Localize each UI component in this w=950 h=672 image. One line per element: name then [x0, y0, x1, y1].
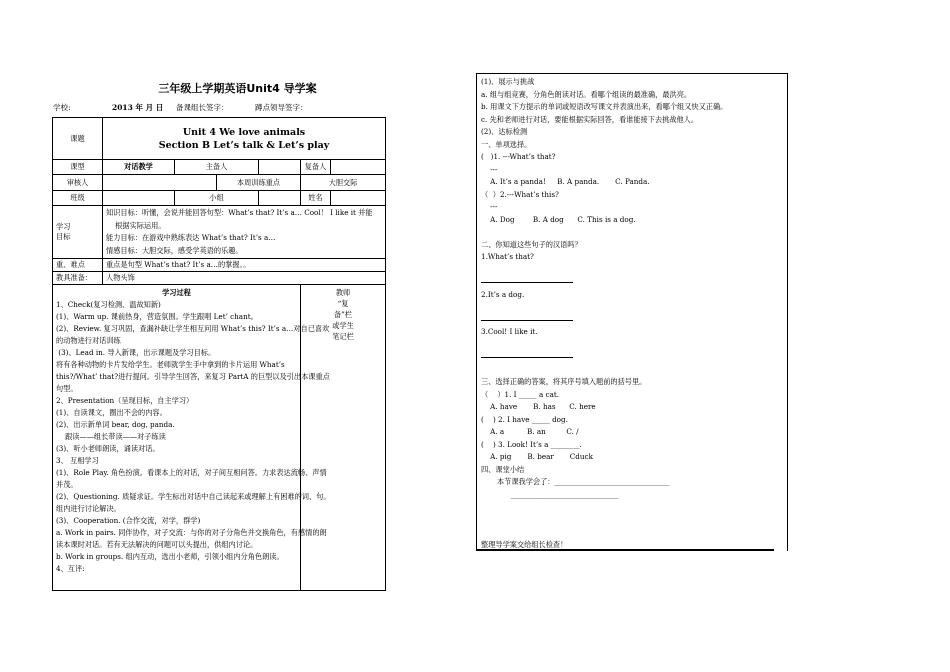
goal-line: 能力目标：在游戏中熟练表达 What’s that? It’s a… — [106, 233, 276, 242]
text-line — [481, 514, 781, 527]
reviewer-value — [103, 175, 217, 191]
text-line: 笔记栏 — [332, 332, 354, 341]
text-line: （ ）1. I _____ a cat. — [481, 389, 560, 399]
text-line: 3、 互相学习 — [56, 456, 99, 465]
text-line: “复 — [337, 299, 349, 308]
goals-label-1: 学习 — [56, 222, 71, 231]
type-label: 课型 — [53, 160, 103, 175]
prep-leader-sign: 备课组长签字： — [176, 103, 229, 112]
text-line: 或学生 — [332, 321, 354, 330]
tools-label: 教具准备： — [53, 272, 103, 285]
text-line: (3)、听小老师朗读，诵读对话。 — [56, 444, 160, 453]
text-line: (3)、Lead in. 导入新课，出示课题及学习目标。 — [56, 348, 216, 357]
reviewer-label: 审核人 — [53, 175, 103, 191]
name-label: 姓名 — [301, 191, 331, 206]
text-line: c. 先和老师进行对话，要能根据实际回答，看谁能接下去挑战他人。 — [481, 114, 699, 124]
date-text: 2013 年 月 日 — [112, 103, 164, 112]
text-line: 的动物进行对话训练 — [56, 336, 121, 345]
text-line: 三、选择正确的答案，将其序号填入题前的括号里。 — [481, 377, 647, 386]
text-line — [481, 526, 781, 539]
text-line: a. 组与组竞赛，分角色朗读对话。看哪个组读的最准确，最洪亮。 — [481, 89, 692, 99]
text-line: a. Work in pairs. 同伴协作，对子交流：与你的对子分角色并交换角色，有感情的朗 — [56, 528, 327, 537]
right-panel-content — [481, 76, 781, 551]
topic-label: 课题 — [53, 118, 103, 160]
text-line: 教师 — [335, 288, 351, 297]
process-lines — [56, 299, 331, 575]
text-line — [481, 364, 781, 377]
text-line — [481, 501, 781, 514]
co-prep-value — [331, 160, 386, 175]
text-line: (1)、展示与挑战 — [481, 77, 535, 86]
unit-line-2: Section B Let’s talk & Let’s play — [158, 139, 330, 151]
text-line: this?/What’ that?进行提问。引导学生回答，来复习 PartA 的巨型以及引出本课重点 — [56, 372, 330, 381]
goal-line: 根据实际运用。 — [106, 220, 166, 230]
answer-line-2 — [481, 320, 573, 321]
text-line: (2)、出示新单词 bear, dog, panda. — [56, 420, 175, 429]
text-line: ( ) 3. Look! It’s a ________. — [481, 439, 582, 449]
text-line: ______________________________ — [481, 489, 619, 499]
text-line: b. 用课文下方提示的单词或短语改写课文并表演出来，看哪个组又快又正确。 — [481, 102, 728, 111]
admin-sign: 蹲点领导签字： — [255, 103, 308, 112]
main-prep-label: 主备人 — [175, 160, 259, 175]
text-line: 1.What’s that? — [481, 252, 534, 261]
main-prep-value — [259, 160, 301, 175]
text-line: 句型。 — [56, 384, 78, 393]
tools-value: 人物头饰 — [103, 272, 386, 285]
goals-label — [53, 206, 103, 259]
text-line: 2、Presentation（呈现目标，自主学习） — [56, 396, 194, 405]
unit-line-1: Unit 4 We love animals — [182, 126, 306, 138]
text-line — [481, 301, 781, 314]
text-line — [481, 339, 781, 352]
text-line: 四、课堂小结 — [481, 464, 525, 474]
class-value — [103, 191, 175, 206]
text-line: 跟读——组长带读——对子练读 — [56, 432, 166, 441]
text-line: 二、你知道这些句子的汉语吗？ — [481, 239, 582, 249]
text-line: （ ）2.---What’s this? — [481, 189, 559, 199]
goal-line: 知识目标：听懂，会说并能回答句型：What’s that? It’s a… Cool！ I like it 并能 — [106, 208, 373, 217]
weekly-focus-value: 大胆交际 — [301, 175, 386, 191]
text-line — [481, 264, 781, 277]
text-line: 并茂。 — [56, 480, 78, 489]
text-line: A. Dog B. A dog C. This is a dog. — [481, 214, 636, 224]
text-line: ( ) 2. I have _____ dog. — [481, 414, 568, 424]
answer-line-1 — [481, 282, 573, 283]
group-value — [259, 191, 301, 206]
bottom-rule — [476, 549, 774, 551]
side-note — [304, 287, 382, 342]
lesson-plan-table — [52, 117, 386, 591]
text-line: (2)、Review. 复习巩固，查漏补缺让学生相互问用 What’s this? It’s a…对自已喜欢 — [56, 324, 330, 333]
text-line: A. It’s a panda! B. A panda. C. Panda. — [481, 177, 650, 186]
text-line: --- — [481, 164, 498, 174]
process-content — [53, 285, 331, 591]
text-line: 2.It’s a dog. — [481, 289, 525, 299]
name-value — [331, 191, 386, 206]
text-line: A. pig B. bear Cduck — [481, 452, 593, 461]
process-label: 学习过程 — [162, 288, 191, 297]
text-line: ( )1. ---What’s that? — [481, 152, 556, 161]
goal-line: 情感目标：大胆交际，感受学英语的乐趣。 — [106, 245, 243, 255]
text-line: (1)、Warm up. 课前热身，营造氛围。学生跟唱 Let’ chant。 — [56, 312, 258, 321]
text-line: 将有各种动物的卡片发给学生。老师就学生手中拿到的卡片运用 What’s — [56, 360, 285, 369]
group-label: 小组 — [175, 191, 259, 206]
page-title: 三年级上学期英语Unit4 导学案 — [158, 82, 317, 95]
weekly-focus-label: 本周训练重点 — [217, 175, 301, 191]
key-value: 重点是句型 What’s that? It’s a…的掌握。。 — [103, 259, 386, 272]
text-line: (2)、Questioning. 质疑求证。学生标出对话中自己读起来或理解上有困难的词、句。 — [56, 492, 331, 501]
class-label: 班级 — [53, 191, 103, 206]
text-line: 整理导学案交给组长检查！ — [481, 539, 568, 549]
text-line — [481, 226, 781, 239]
text-line: 本节课我学会了：________________________________ — [481, 477, 670, 486]
text-line: (1)、自读课文，圈出不会的内容。 — [56, 408, 167, 417]
answer-line-3 — [481, 357, 573, 358]
goals-label-2: 目标 — [56, 232, 71, 241]
unit-title — [103, 118, 386, 160]
key-label: 重、难点 — [53, 259, 103, 272]
text-line: 读本课时对话。若有无法解决的问题可以头提出，供组内讨论。 — [56, 540, 258, 549]
text-line: 3.Cool! I like it. — [481, 327, 538, 336]
text-line: 组内进行讨论解决。 — [56, 504, 121, 513]
text-line: 一、单项选择。 — [481, 139, 532, 149]
text-line: A. have B. has C. here — [481, 402, 596, 411]
co-prep-label: 复备人 — [301, 160, 331, 175]
text-line: (1)、Role Play. 角色扮演。看课本上的对话，对子间互相问答。力求表达流畅、声情 — [56, 468, 327, 477]
text-line: --- — [481, 202, 498, 211]
text-line: b. Work in groups. 组内互动，选出小老师，引领小组内分角色朗读。 — [56, 552, 284, 561]
text-line: (3)、Cooperation. (合作交流，对学，群学) — [56, 516, 201, 525]
type-value: 对话教学 — [103, 160, 175, 175]
text-line: (2)、达标检测 — [481, 127, 528, 136]
text-line: A. a B. an C. / — [481, 427, 579, 436]
text-line: 4、互评: — [56, 564, 85, 573]
goals-content — [103, 206, 386, 259]
school-label: 学校: — [53, 103, 71, 112]
text-line: 1、Check(复习检测、温故知新) — [56, 300, 161, 309]
text-line: 备”栏 — [333, 310, 353, 319]
